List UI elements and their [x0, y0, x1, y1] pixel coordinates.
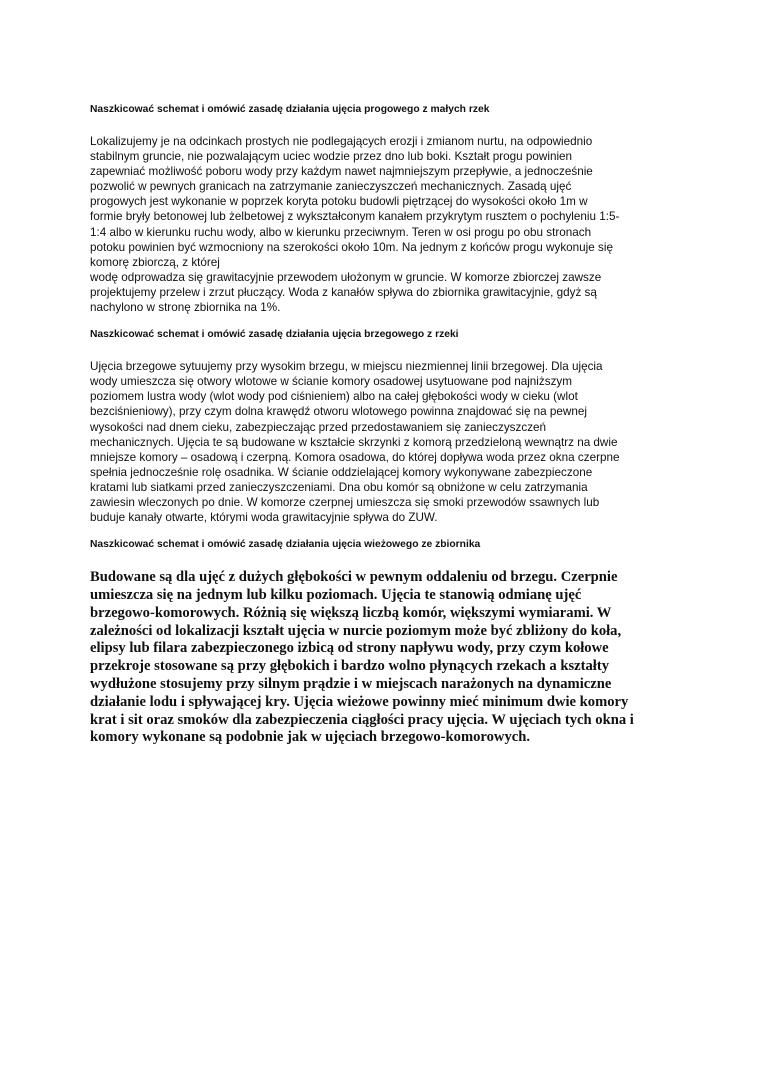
paragraph-line: progowych jest wykonanie w poprzek koryta potoku budowli piętrzącej do wysokości około 1m w: [90, 195, 588, 209]
paragraph-line: komorę zbiorczą, z której: [90, 255, 220, 269]
paragraph-line: zależności od lokalizacji kształt ujęcia w nurcie poziomym może być zbliżony do koła,: [90, 622, 622, 639]
section-progowe: [90, 103, 680, 315]
paragraph-line: przekroje stosowane są przy głębokich i bardzo wolno płynących rzekach a kształty: [90, 658, 610, 675]
section-paragraph: [90, 569, 680, 747]
section-heading: Naszkicować schemat i omówić zasadę działania ujęcia brzegowego z rzeki: [90, 329, 459, 341]
paragraph-line: bezciśnieniowy), przy czym dolna krawędź otworu wlotowego powinna znajdować się na pewnej: [90, 405, 587, 419]
paragraph-line: nachylono w stronę zbiornika na 1%.: [90, 301, 281, 315]
section-paragraph: [90, 359, 680, 525]
section-heading: Naszkicować schemat i omówić zasadę działania ujęcia progowego z małych rzek: [90, 104, 490, 115]
paragraph-line: Lokalizujemy je na odcinkach prostych nie podlegających erozji i zmianom nurtu, na odpowiednio: [90, 135, 593, 148]
paragraph-line: zawiesin wleczonych po dnie. W komorze czerpnej umieszcza się smoki przewodów ssawnych lub: [90, 495, 600, 509]
paragraph-line: brzegowo-komorowych. Różnią się większą liczbą komór, większymi wymiarami. W: [90, 604, 612, 621]
paragraph-line: potoku powinien być wzmocniony na szerokości około 10m. Na jednym z końców progu wykonuje się: [90, 240, 613, 254]
paragraph-line: komory wykonane są podobnie jak w ujęciach brzegowo-komorowych.: [90, 729, 530, 746]
paragraph-line: umieszcza się na jednym lub kilku poziomach. Ujęcia te stanowią odmianę ujęć: [90, 586, 582, 603]
paragraph-line: kratami lub siatkami przed zanieczyszczeniami. Dna obu komór są obniżone w celu zatrzymania: [90, 480, 588, 494]
paragraph-line: wysokości nad dnem cieku, zabezpieczając przed przedostawaniem się zanieczyszczeń: [90, 420, 547, 434]
paragraph-line: elipsy lub filara zabezpieczonego izbicą od strony napływu wody, przy czym kołowe: [90, 640, 609, 657]
paragraph-line: stabilnym gruncie, nie pozwalającym uciec wodzie przez dno lub boki. Kształt progu powinien: [90, 150, 573, 164]
paragraph-line: działanie lodu i spływającej kry. Ujęcia wieżowe powinny mieć minimum dwie komory: [90, 693, 629, 710]
paragraph-line: Budowane są dla ujęć z dużych głębokości w pewnym oddaleniu od brzegu. Czerpnie: [90, 569, 618, 586]
paragraph-line: Ujęcia brzegowe sytuujemy przy wysokim brzegu, w miejscu niezmiennej linii brzegowej. Dla ujęcia: [90, 360, 603, 374]
paragraph-line: projektujemy przelew i zrzut płuczący. Woda z kanałów spływa do zbiornika grawitacyjnie, gdyż są: [90, 285, 597, 299]
section-paragraph: [90, 134, 680, 315]
section-heading: Naszkicować schemat i omówić zasadę działania ujęcia wieżowego ze zbiornika: [90, 539, 481, 551]
paragraph-line: poziomem lustra wody (wlot wody pod ciśnieniem) albo na całej głębokości wody w cieku (wlot: [90, 390, 578, 404]
paragraph-line: mechanicznych. Ujęcia te są budowane w kształcie skrzynki z komorą przedzieloną wewnątrz na dwie: [90, 435, 618, 449]
paragraph-line: 1:4 albo w kierunku ruchu wody, albo w kierunku przeciwnym. Teren w osi progu po obu stronach: [90, 225, 592, 239]
paragraph-line: pozwolić w pewnych granicach na zatrzymanie zanieczyszczeń mechanicznych. Zasadą ujęć: [90, 180, 572, 194]
paragraph-line: wydłużone stosujemy przy silnym prądzie i w miejscach narażonych na dynamiczne: [90, 675, 612, 692]
paragraph-line: mniejsze komory – osadową i czerpną. Komora osadowa, do której dopływa woda przez okna czerpne: [90, 450, 620, 464]
document-page: [90, 103, 680, 747]
paragraph-line: spełnia jednocześnie rolę osadnika. W ścianie oddzielającej komory wykonywane zabezpieczone: [90, 465, 593, 479]
paragraph-line: wodę odprowadza się grawitacyjnie przewodem ułożonym w gruncie. W komorze zbiorczej zawsze: [90, 270, 602, 284]
section-brzegowe: [90, 328, 680, 525]
section-wiezowe: [90, 538, 680, 747]
paragraph-line: zapewniać możliwość poboru wody przy każdym nawet najmniejszym przepływie, a jednocześnie: [90, 165, 593, 179]
paragraph-line: krat i sit oraz smoków dla zabezpieczenia ciągłości pracy ujęcia. W ujęciach tych okna i: [90, 711, 634, 728]
paragraph-line: buduje kanały otwarte, którymi woda grawitacyjnie spływa do ZUW.: [90, 511, 438, 525]
paragraph-line: formie bryły betonowej lub żelbetowej z wykształconym kanałem przykrytym rusztem o pochyleniu 1:5-: [90, 210, 620, 224]
paragraph-line: wody umieszcza się otwory wlotowe w ścianie komory osadowej usytuowane pod najniższym: [90, 375, 572, 389]
